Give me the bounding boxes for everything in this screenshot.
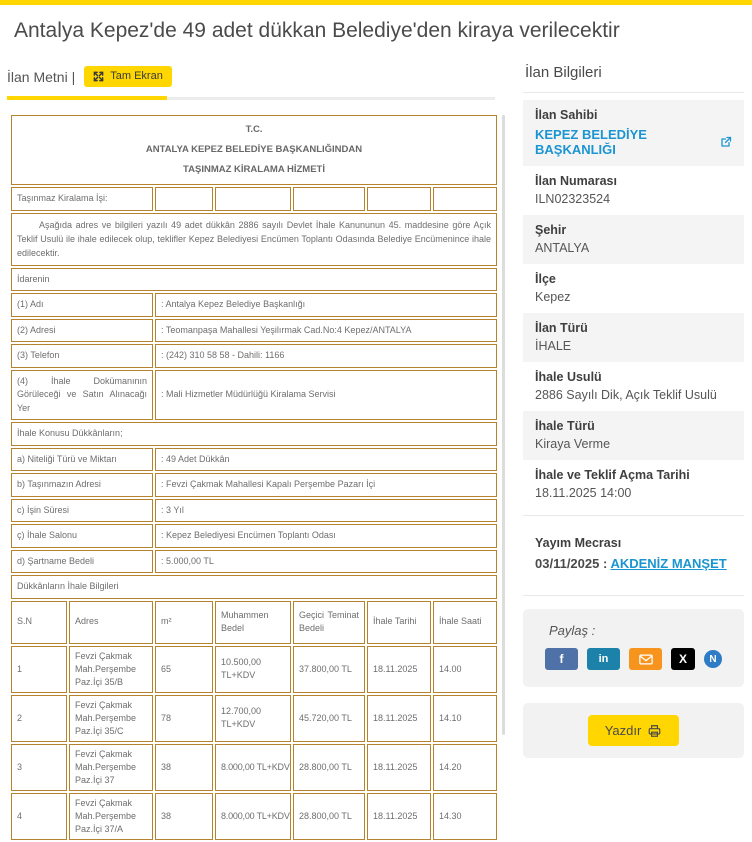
email-share-button[interactable]: [629, 648, 662, 670]
table-row: [11, 473, 497, 497]
yayim-date: 03/11/2025 :: [535, 556, 608, 572]
shop-muhammen: 8.000,00 TL+KDV: [215, 793, 291, 840]
column-header: Adres: [69, 601, 153, 644]
doc-cell-label: b) Taşınmazın Adresi: [11, 473, 153, 497]
field-label: Yayım Mecrası: [535, 536, 622, 551]
tab-underline-active: [7, 96, 167, 100]
doc-cell-value: : 5.000,00 TL: [155, 550, 497, 574]
shop-saat: 14.10: [433, 695, 497, 742]
shop-teminat: 37.800,00 TL: [293, 646, 365, 693]
shop-saat: 14.20: [433, 744, 497, 791]
shop-muhammen: 10.500,00 TL+KDV: [215, 646, 291, 693]
info-row-ilan-turu: [523, 313, 744, 362]
shop-sn: 3: [11, 744, 67, 791]
table-row: [11, 370, 497, 421]
shop-teminat: 45.720,00 TL: [293, 695, 365, 742]
table-row: [11, 213, 497, 266]
doc-cell-label: Taşınmaz Kiralama İşi:: [11, 187, 153, 211]
doc-cell-empty: [293, 187, 365, 211]
table-row: [11, 793, 497, 840]
field-label: İhale ve Teklif Açma Tarihi: [535, 468, 690, 483]
tab-ilan-metni[interactable]: İlan Metni |: [7, 68, 76, 85]
share-panel: [523, 609, 744, 687]
shop-teminat: 28.800,00 TL: [293, 744, 365, 791]
doc-header-row: [11, 115, 497, 185]
tab-underline-track: [7, 97, 495, 100]
doc-header-line2: ANTALYA KEPEZ BELEDİYE BAŞKANLIĞINDAN: [145, 144, 363, 156]
ilan-badge-icon: N: [709, 653, 717, 665]
doc-cell-value: : Mali Hizmetler Müdürlüğü Kiralama Servisi: [155, 370, 497, 421]
column-header: İhale Saati: [433, 601, 497, 644]
shop-muhammen: 8.000,00 TL+KDV: [215, 744, 291, 791]
shop-tarih: 18.11.2025: [367, 695, 431, 742]
shop-m2: 38: [155, 793, 213, 840]
doc-cell-label: a) Niteliği Türü ve Miktarı: [11, 448, 153, 472]
field-value: Kepez: [535, 290, 571, 305]
facebook-share-button[interactable]: [545, 648, 578, 670]
doc-cell-empty: [433, 187, 497, 211]
field-label: İhale Türü: [535, 419, 595, 434]
divider: [523, 595, 744, 596]
field-value: İHALE: [535, 339, 572, 354]
doc-cell-value: : Kepez Belediyesi Encümen Toplantı Odası: [155, 524, 497, 548]
table-row: [11, 319, 497, 343]
table-row: [11, 744, 497, 791]
doc-header-cell: [11, 115, 497, 185]
fullscreen-button[interactable]: [84, 66, 172, 87]
doc-cell-value: : Antalya Kepez Belediye Başkanlığı: [155, 293, 497, 317]
yayim-mecrasi-section: [523, 523, 744, 595]
table-row: [11, 268, 497, 292]
field-label: İlan Türü: [535, 321, 588, 336]
column-header: Muhammen Bedel: [215, 601, 291, 644]
table-row: [11, 524, 497, 548]
top-accent-bar: [0, 0, 752, 5]
shop-m2: 65: [155, 646, 213, 693]
column-header: Geçici Teminat Bedeli: [293, 601, 365, 644]
doc-cell-label: (2) Adresi: [11, 319, 153, 343]
field-value: ILN02323524: [535, 192, 611, 207]
external-link-icon: [720, 136, 732, 148]
shops-header-row: [11, 601, 497, 644]
doc-section-idarenin: İdarenin: [11, 268, 497, 292]
info-row-ihale-usulu: [523, 362, 744, 411]
x-share-button[interactable]: [671, 648, 695, 670]
linkedin-share-button[interactable]: [587, 648, 620, 670]
doc-cell-value: : Fevzi Çakmak Mahallesi Kapalı Perşembe Pazarı İçi: [155, 473, 497, 497]
table-row: [11, 550, 497, 574]
field-label: İlan Numarası: [535, 174, 617, 189]
doc-cell-value: : 49 Adet Dükkân: [155, 448, 497, 472]
info-row-acma-tarihi: [523, 460, 744, 509]
doc-section-bilgi: Dükkânların İhale Bilgileri: [11, 575, 497, 599]
printer-icon: [647, 724, 662, 738]
shop-adres: Fevzi Çakmak Mah.Perşembe Paz.İçi 35/B: [69, 646, 153, 693]
doc-cell-label: ç) İhale Salonu: [11, 524, 153, 548]
column-header: İhale Tarihi: [367, 601, 431, 644]
print-panel: [523, 703, 744, 758]
yayim-value: [535, 556, 732, 571]
shop-saat: 14.30: [433, 793, 497, 840]
shop-teminat: 28.800,00 TL: [293, 793, 365, 840]
share-icons: [537, 648, 730, 670]
info-row-ilan-sahibi: [523, 100, 744, 166]
content-area: [0, 64, 752, 835]
table-row: [11, 575, 497, 599]
tab-bar: [7, 64, 512, 89]
document-scrollbar[interactable]: [502, 115, 505, 735]
ilan-share-button[interactable]: [704, 650, 722, 668]
doc-cell-label: d) Şartname Bedeli: [11, 550, 153, 574]
share-label: Paylaş :: [549, 623, 596, 639]
document-panel: [7, 113, 505, 835]
shop-sn: 4: [11, 793, 67, 840]
facebook-icon: f: [559, 652, 564, 667]
shop-m2: 38: [155, 744, 213, 791]
shop-tarih: 18.11.2025: [367, 646, 431, 693]
email-icon: [639, 654, 653, 665]
table-row: [11, 695, 497, 742]
announcement-document: [9, 113, 499, 842]
field-label: İlçe: [535, 272, 556, 287]
doc-paragraph: Aşağıda adres ve bilgileri yazılı 49 adet dükkân 2886 sayılı Devlet İhale Kanununun 45. maddesine göre Açık Teklif Usulü ile ihale edilecek olup, teklifler Kepez Belediyesi Encümen Toplantı Odasında Belediye Encümenince ihale edilecektir.: [11, 213, 497, 266]
column-header: m²: [155, 601, 213, 644]
doc-cell-empty: [367, 187, 431, 211]
doc-cell-value: : 3 Yıl: [155, 499, 497, 523]
shop-adres: Fevzi Çakmak Mah.Perşembe Paz.İçi 37: [69, 744, 153, 791]
linkedin-icon: in: [598, 653, 609, 666]
ilan-info-sidebar: [512, 64, 752, 758]
info-row-ihale-turu: [523, 411, 744, 460]
fullscreen-icon: [93, 71, 104, 82]
field-value: 18.11.2025 14:00: [535, 486, 632, 501]
doc-cell-label: (1) Adı: [11, 293, 153, 317]
doc-cell-label: (4) İhale Dokümanının Görüleceği ve Satın Alınacağı Yer: [11, 370, 153, 421]
field-value: ANTALYA: [535, 241, 590, 256]
doc-header-line3: TAŞINMAZ KİRALAMA HİZMETİ: [183, 164, 325, 176]
table-row: [11, 187, 497, 211]
ilan-sahibi-link[interactable]: [535, 127, 732, 157]
doc-section-konu: İhale Konusu Dükkânların;: [11, 422, 497, 446]
doc-cell-label: (3) Telefon: [11, 344, 153, 368]
divider: [523, 515, 744, 516]
info-row-sehir: [523, 215, 744, 264]
yayim-mecrasi-link[interactable]: AKDENİZ MANŞET: [610, 556, 727, 572]
table-row: [11, 448, 497, 472]
field-label: İhale Usulü: [535, 370, 602, 385]
doc-header-line1: T.C.: [245, 124, 263, 136]
field-label: Şehir: [535, 223, 567, 238]
sidebar-title: İlan Bilgileri: [525, 64, 602, 82]
fullscreen-button-label: Tam Ekran: [110, 70, 163, 83]
info-row-ilce: [523, 264, 744, 313]
doc-cell-empty: [215, 187, 291, 211]
shop-sn: 2: [11, 695, 67, 742]
info-row-ilan-numarasi: [523, 166, 744, 215]
table-row: [11, 646, 497, 693]
table-row: [11, 499, 497, 523]
announcement-column: [0, 64, 512, 835]
divider: [523, 92, 744, 93]
doc-cell-value: : (242) 310 58 58 - Dahili: 1166: [155, 344, 497, 368]
table-row: [11, 344, 497, 368]
shop-sn: 1: [11, 646, 67, 693]
doc-cell-value: : Teomanpaşa Mahallesi Yeşilırmak Cad.No:4 Kepez/ANTALYA: [155, 319, 497, 343]
page-title: Antalya Kepez'de 49 adet dükkan Belediye'den kiraya verilecektir: [14, 19, 620, 42]
doc-cell-label: c) İşin Süresi: [11, 499, 153, 523]
shop-tarih: 18.11.2025: [367, 793, 431, 840]
shop-saat: 14.00: [433, 646, 497, 693]
table-row: [11, 422, 497, 446]
table-row: [11, 293, 497, 317]
field-value: 2886 Sayılı Dik, Açık Teklif Usulü: [535, 388, 717, 403]
shop-muhammen: 12.700,00 TL+KDV: [215, 695, 291, 742]
shop-adres: Fevzi Çakmak Mah.Perşembe Paz.İçi 35/C: [69, 695, 153, 742]
doc-cell-empty: [155, 187, 213, 211]
shop-adres: Fevzi Çakmak Mah.Perşembe Paz.İçi 37/A: [69, 793, 153, 840]
ilan-sahibi-link-text: KEPEZ BELEDİYE BAŞKANLIĞI: [535, 127, 647, 158]
field-label: İlan Sahibi: [535, 108, 598, 123]
shop-tarih: 18.11.2025: [367, 744, 431, 791]
column-header: S.N: [11, 601, 67, 644]
x-icon: X: [678, 652, 687, 667]
shop-m2: 78: [155, 695, 213, 742]
print-button[interactable]: [588, 715, 680, 746]
field-value: Kiraya Verme: [535, 437, 611, 452]
print-button-label: Yazdır: [604, 723, 642, 739]
